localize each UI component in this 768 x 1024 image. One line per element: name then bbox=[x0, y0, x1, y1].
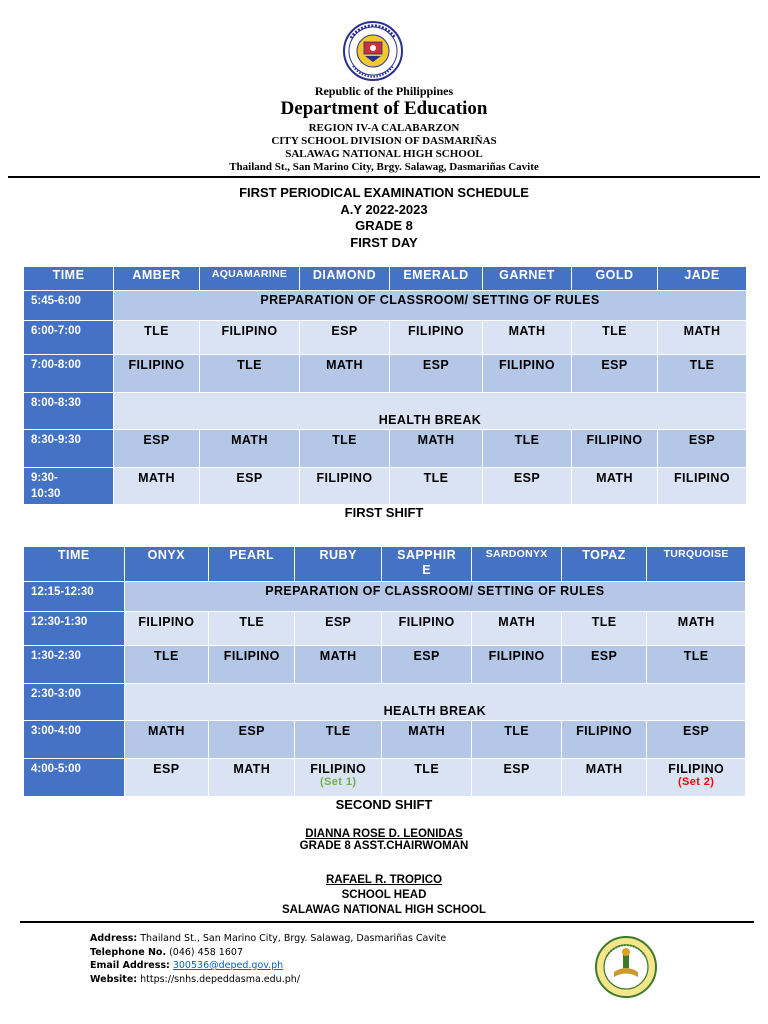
subject-cell: ESP bbox=[658, 430, 747, 468]
time-cell: 12:30-1:30 bbox=[24, 612, 125, 646]
time-cell: 7:00-8:00 bbox=[24, 355, 114, 393]
subject-label: FILIPINO bbox=[668, 762, 725, 776]
preparation-span: PREPARATION OF CLASSROOM/ SETTING OF RULES bbox=[114, 291, 747, 321]
subject-cell: MATH bbox=[295, 646, 381, 684]
table-row bbox=[24, 721, 746, 759]
subject-cell: MATH bbox=[472, 612, 561, 646]
subject-cell bbox=[295, 759, 381, 797]
subject-cell: ESP bbox=[200, 468, 300, 505]
subject-cell: TLE bbox=[647, 646, 746, 684]
col-header-time: TIME bbox=[24, 267, 114, 291]
title-line-2: A.Y 2022-2023 bbox=[340, 201, 428, 217]
second-shift-table bbox=[23, 546, 746, 797]
first-shift-table bbox=[23, 266, 747, 505]
header-sublines bbox=[0, 122, 768, 174]
subject-cell: MATH bbox=[572, 468, 658, 505]
health-break-span: HEALTH BREAK bbox=[124, 684, 745, 721]
email-label: Email Address: bbox=[90, 960, 170, 971]
table-row bbox=[24, 684, 746, 721]
subject-cell: MATH bbox=[647, 612, 746, 646]
republic-line: Republic of the Philippines bbox=[314, 84, 454, 98]
time-cell: 1:30-2:30 bbox=[24, 646, 125, 684]
time-cell: 6:00-7:00 bbox=[24, 321, 114, 355]
subject-cell: TLE bbox=[390, 468, 483, 505]
time-cell: 8:30-9:30 bbox=[24, 430, 114, 468]
col-header-sardonyx: SARDONYX bbox=[472, 547, 561, 582]
subject-label: FILIPINO bbox=[310, 762, 367, 776]
footer-divider bbox=[20, 921, 754, 923]
table-row bbox=[24, 393, 747, 430]
address-line: Thailand St., San Marino City, Brgy. Salawag, Dasmariñas Cavite bbox=[229, 161, 539, 173]
subject-cell: MATH bbox=[658, 321, 747, 355]
health-break-span: HEALTH BREAK bbox=[114, 393, 747, 430]
subject-cell: ESP bbox=[300, 321, 390, 355]
signatory-1 bbox=[0, 828, 768, 852]
footer-phone bbox=[90, 946, 446, 960]
title-line-1: FIRST PERIODICAL EXAMINATION SCHEDULE bbox=[239, 185, 529, 200]
subject-cell: ESP bbox=[209, 721, 295, 759]
time-cell: 8:00-8:30 bbox=[24, 393, 114, 430]
subject-cell: TLE bbox=[572, 321, 658, 355]
subject-cell: ESP bbox=[295, 612, 381, 646]
subject-cell: MATH bbox=[209, 759, 295, 797]
col-header-diamond: DIAMOND bbox=[300, 267, 390, 291]
subject-cell: FILIPINO bbox=[472, 646, 561, 684]
subject-cell: TLE bbox=[561, 612, 646, 646]
col-header-amber: AMBER bbox=[114, 267, 200, 291]
footer-email bbox=[90, 959, 446, 973]
preparation-span: PREPARATION OF CLASSROOM/ SETTING OF RULES bbox=[124, 582, 745, 612]
table-row bbox=[24, 759, 746, 797]
subject-cell: ESP bbox=[572, 355, 658, 393]
school-line: SALAWAG NATIONAL HIGH SCHOOL bbox=[285, 148, 483, 160]
set-2-note: (Set 2) bbox=[677, 776, 715, 788]
table-row bbox=[24, 291, 747, 321]
subject-cell: TLE bbox=[124, 646, 208, 684]
signatory-role: SALAWAG NATIONAL HIGH SCHOOL bbox=[281, 904, 487, 916]
col-header-turquoise: TURQUOISE bbox=[647, 547, 746, 582]
signatory-role: SCHOOL HEAD bbox=[341, 889, 427, 901]
footer-address bbox=[90, 932, 446, 946]
subject-cell: ESP bbox=[647, 721, 746, 759]
subject-cell: FILIPINO bbox=[572, 430, 658, 468]
subject-cell: ESP bbox=[472, 759, 561, 797]
col-header-onyx: ONYX bbox=[124, 547, 208, 582]
subject-cell: FILIPINO bbox=[200, 321, 300, 355]
subject-cell: TLE bbox=[472, 721, 561, 759]
address-value: Thailand St., San Marino City, Brgy. Salawag, Dasmariñas Cavite bbox=[140, 933, 447, 944]
time-cell: 12:15-12:30 bbox=[24, 582, 125, 612]
col-header-aquamarine: AQUAMARINE bbox=[200, 267, 300, 291]
col-header-gold: GOLD bbox=[572, 267, 658, 291]
header-divider bbox=[8, 176, 760, 178]
subject-cell: MATH bbox=[200, 430, 300, 468]
table-row bbox=[24, 355, 747, 393]
subject-cell: ESP bbox=[381, 646, 472, 684]
signatory-role: GRADE 8 ASST.CHAIRWOMAN bbox=[299, 840, 469, 852]
table-header-row bbox=[24, 547, 746, 582]
col-header-ruby: RUBY bbox=[295, 547, 381, 582]
subject-cell: ESP bbox=[114, 430, 200, 468]
subject-cell: FILIPINO bbox=[390, 321, 483, 355]
title-line-3: GRADE 8 bbox=[355, 218, 413, 233]
subject-cell: ESP bbox=[561, 646, 646, 684]
footer-contact bbox=[90, 932, 446, 986]
subject-cell: FILIPINO bbox=[300, 468, 390, 505]
first-shift-label: FIRST SHIFT bbox=[344, 505, 424, 520]
table-row bbox=[24, 468, 747, 505]
col-header-topaz: TOPAZ bbox=[561, 547, 646, 582]
second-shift-label: SECOND SHIFT bbox=[335, 797, 433, 812]
time-cell: 2:30-3:00 bbox=[24, 684, 125, 721]
region-line: REGION IV-A CALABARZON bbox=[308, 122, 460, 134]
subject-cell: FILIPINO bbox=[114, 355, 200, 393]
title-line-4: FIRST DAY bbox=[350, 234, 418, 250]
subject-cell: FILIPINO bbox=[209, 646, 295, 684]
division-line: CITY SCHOOL DIVISION OF DASMARIÑAS bbox=[271, 135, 497, 147]
website-label: Website: bbox=[90, 973, 138, 985]
subject-cell: TLE bbox=[295, 721, 381, 759]
col-header-pearl: PEARL bbox=[209, 547, 295, 582]
exam-title-block bbox=[0, 185, 768, 251]
table-row bbox=[24, 321, 747, 355]
time-cell: 3:00-4:00 bbox=[24, 721, 125, 759]
subject-cell: TLE bbox=[200, 355, 300, 393]
subject-cell: MATH bbox=[390, 430, 483, 468]
subject-cell bbox=[647, 759, 746, 797]
subject-cell: ESP bbox=[483, 468, 572, 505]
subject-cell: TLE bbox=[114, 321, 200, 355]
time-cell: 9:30- 10:30 bbox=[24, 468, 114, 505]
col-header-jade: JADE bbox=[658, 267, 747, 291]
table-row bbox=[24, 612, 746, 646]
department-title: Department of Education bbox=[280, 98, 488, 119]
subject-cell: ESP bbox=[390, 355, 483, 393]
deped-seal-logo bbox=[337, 20, 409, 82]
subject-cell: MATH bbox=[124, 721, 208, 759]
footer-website bbox=[90, 973, 446, 987]
subject-cell: MATH bbox=[561, 759, 646, 797]
website-value: https://snhs.depeddasma.edu.ph/ bbox=[140, 973, 300, 985]
subject-cell: TLE bbox=[483, 430, 572, 468]
subject-cell: FILIPINO bbox=[124, 612, 208, 646]
subject-cell: TLE bbox=[658, 355, 747, 393]
subject-cell: MATH bbox=[114, 468, 200, 505]
col-header-emerald: EMERALD bbox=[390, 267, 483, 291]
subject-cell: FILIPINO bbox=[561, 721, 646, 759]
phone-value: (046) 458 1607 bbox=[169, 946, 243, 958]
table-row bbox=[24, 646, 746, 684]
col-header-time: TIME bbox=[24, 547, 125, 582]
subject-cell: FILIPINO bbox=[483, 355, 572, 393]
table-row bbox=[24, 582, 746, 612]
subject-cell: MATH bbox=[300, 355, 390, 393]
col-header-garnet: GARNET bbox=[483, 267, 572, 291]
subject-cell: MATH bbox=[381, 721, 472, 759]
time-cell: 5:45-6:00 bbox=[24, 291, 114, 321]
signatory-2 bbox=[0, 873, 768, 918]
signatory-name: RAFAEL R. TROPICO bbox=[325, 874, 443, 886]
subject-cell: FILIPINO bbox=[381, 612, 472, 646]
col-header-sapphire: SAPPHIR E bbox=[381, 547, 472, 582]
subject-cell: MATH bbox=[483, 321, 572, 355]
table-row bbox=[24, 430, 747, 468]
subject-cell: FILIPINO bbox=[658, 468, 747, 505]
subject-cell: TLE bbox=[300, 430, 390, 468]
subject-cell: ESP bbox=[124, 759, 208, 797]
subject-cell: TLE bbox=[381, 759, 472, 797]
subject-cell: TLE bbox=[209, 612, 295, 646]
phone-label: Telephone No. bbox=[90, 946, 167, 958]
email-link[interactable]: 300536@deped.gov.ph bbox=[172, 960, 284, 971]
table-header-row bbox=[24, 267, 747, 291]
address-label: Address: bbox=[90, 933, 138, 944]
time-cell: 4:00-5:00 bbox=[24, 759, 125, 797]
signatory-name: DIANNA ROSE D. LEONIDAS bbox=[305, 828, 463, 840]
set-1-note: (Set 1) bbox=[319, 776, 357, 788]
school-logo bbox=[595, 936, 657, 998]
